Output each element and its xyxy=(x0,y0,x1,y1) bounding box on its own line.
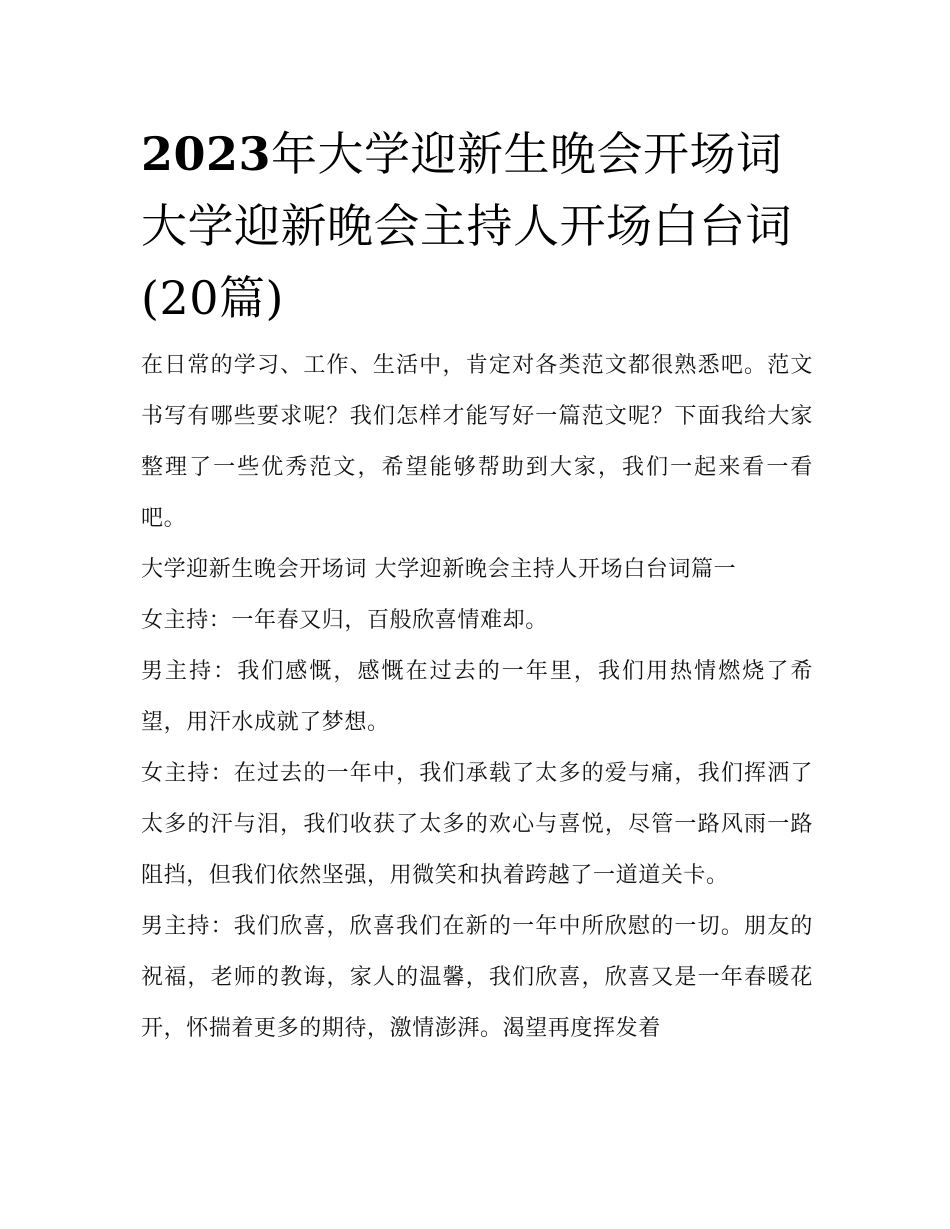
dialogue-line: 男主持：我们感慨，感慨在过去的一年里，我们用热情燃烧了希望，用汗水成就了梦想。 xyxy=(141,659,813,735)
intro-paragraph: 在日常的学习、工作、生活中，肯定对各类范文都很熟悉吧。范文书写有哪些要求呢？我们怎样才能写好一篇范文呢？下面我给大家整理了一些优秀范文，希望能够帮助到大家，我们一起来看一看吧。 xyxy=(141,353,813,531)
dialogue-line: 女主持：在过去的一年中，我们承载了太多的爱与痛，我们挥洒了太多的汗与泪，我们收获了太多的欢心与喜悦，尽管一路风雨一路阻挡，但我们依然坚强，用微笑和执着跨越了一道道关卡。 xyxy=(141,761,813,888)
dialogue-line: 女主持：一年春又归，百般欣喜情难却。 xyxy=(141,608,548,633)
title-text: 年大学迎新生晚会开场词 大学迎新晚会主持人开场白台词(20篇) xyxy=(141,127,792,325)
section-heading: 大学迎新生晚会开场词 大学迎新晚会主持人开场白台词篇一 xyxy=(141,557,737,582)
dialogue-line: 男主持：我们欣喜，欣喜我们在新的一年中所欣慰的一切。朋友的祝福，老师的教诲，家人的温馨，我们欣喜，欣喜又是一年春暖花开，怀揣着更多的期待，激情澎湃。渴望再度挥发着 xyxy=(141,914,813,1041)
document-content xyxy=(141,118,813,1054)
title-year: 2023 xyxy=(141,127,272,181)
document-title xyxy=(141,118,813,334)
